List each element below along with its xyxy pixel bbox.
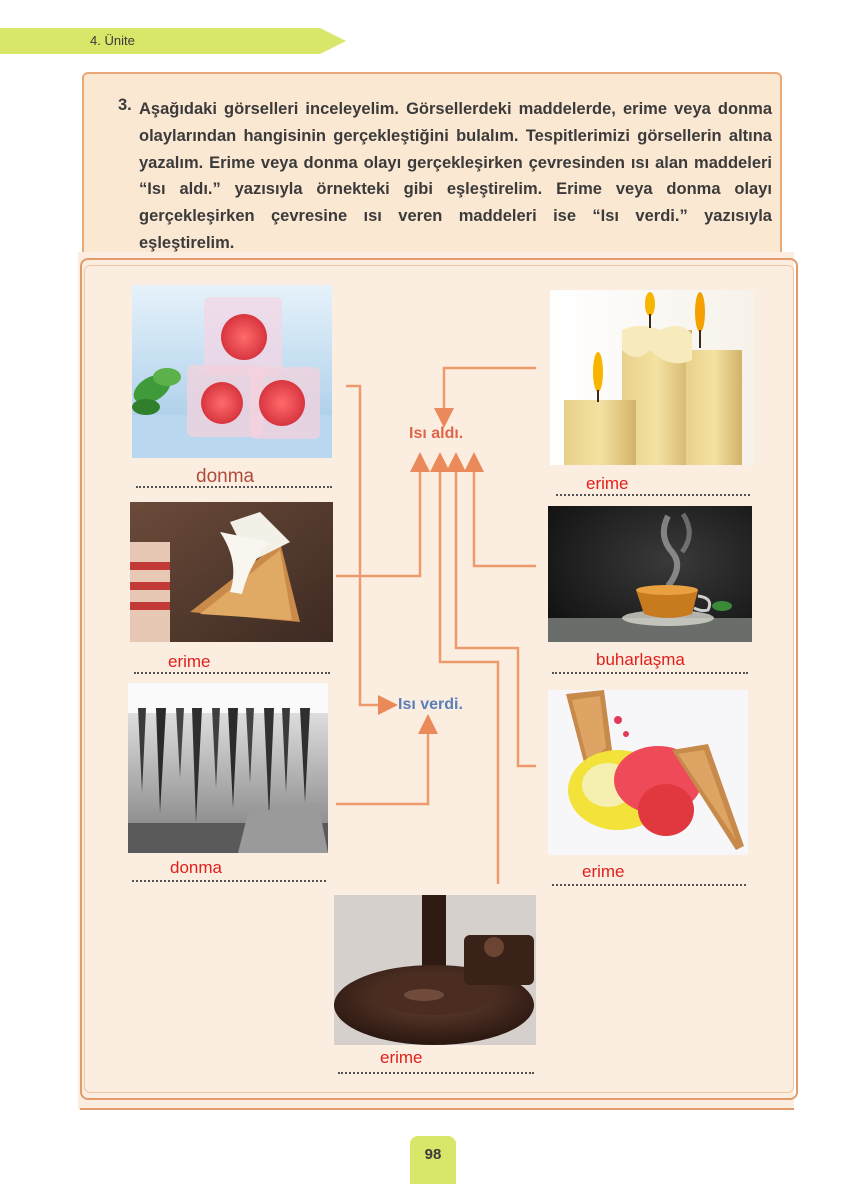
answer-melted-chocolate: erime [380, 1048, 423, 1067]
question-text: Aşağıdaki görselleri inceleyelim. Görsellerdeki maddelerde, erime veya donma olaylarından hangisinin gerçekleştiğini bulalım. Tespitlerimizi görsellerin altına yazalım. Erime veya donma olayı gerçekleşirken çevresinden ısı alan maddeleri “Isı aldı.” yazısıyla örnekteki gibi eşleştirelim. Erime veya donma olayı gerçekleşirken çevresine ısı veren maddeleri ise “Isı verdi.” yazısıyla eşleştirelim. [139, 100, 772, 252]
label-heat-absorbed: Isı aldı. [409, 425, 464, 442]
unit-label: 4. Ünite [90, 33, 135, 48]
answer-cheese-toast: erime [168, 652, 211, 671]
answer-icicles: donma [170, 858, 222, 877]
page-number: 98 [424, 1146, 442, 1163]
answer-candles: erime [586, 474, 629, 493]
answer-ice-cream: erime [582, 862, 625, 881]
label-heat-released: Isı verdi. [398, 696, 463, 713]
question-number: 3. [118, 96, 132, 114]
answer-ice-cubes: donma [196, 466, 255, 487]
answer-hot-tea: buharlaşma [596, 650, 685, 669]
